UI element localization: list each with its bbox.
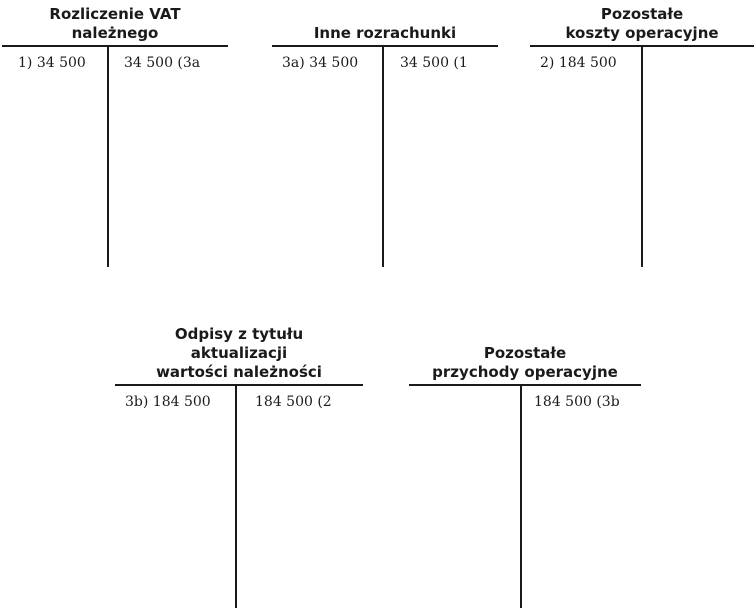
- t-account-pozostale-koszty: [530, 5, 754, 267]
- credit-entry: 184 500 (3b: [534, 394, 620, 410]
- credit-entry: 184 500 (2: [255, 394, 332, 410]
- account-divider-line: [382, 45, 384, 267]
- debit-entry: 1) 34 500: [18, 55, 86, 71]
- debit-entry: 3a) 34 500: [282, 55, 359, 71]
- account-header-line: [2, 45, 228, 47]
- credit-entry: 34 500 (3a: [124, 55, 201, 71]
- credit-entry: 34 500 (1: [400, 55, 468, 71]
- account-title: Pozostałe koszty operacyjne: [565, 5, 719, 42]
- account-title: Rozliczenie VAT należnego: [49, 5, 181, 42]
- account-header-line: [272, 45, 498, 47]
- t-account-pozostale-przychody: [409, 344, 641, 608]
- account-divider-line: [107, 45, 109, 267]
- t-account-inne-rozrachunki: [272, 24, 498, 267]
- account-divider-line: [641, 45, 643, 267]
- account-title: Inne rozrachunki: [313, 24, 457, 42]
- account-divider-line: [235, 384, 237, 608]
- account-header-line: [115, 384, 363, 386]
- debit-entry: 2) 184 500: [540, 55, 617, 71]
- t-account-vat: [2, 5, 228, 267]
- account-title: Odpisy z tytułu aktualizacji wartości należności: [156, 325, 322, 381]
- debit-entry: 3b) 184 500: [125, 394, 211, 410]
- account-title: Pozostałe przychody operacyjne: [432, 344, 618, 381]
- account-divider-line: [520, 384, 522, 608]
- account-header-line: [409, 384, 641, 386]
- t-account-odpisy: [115, 325, 363, 608]
